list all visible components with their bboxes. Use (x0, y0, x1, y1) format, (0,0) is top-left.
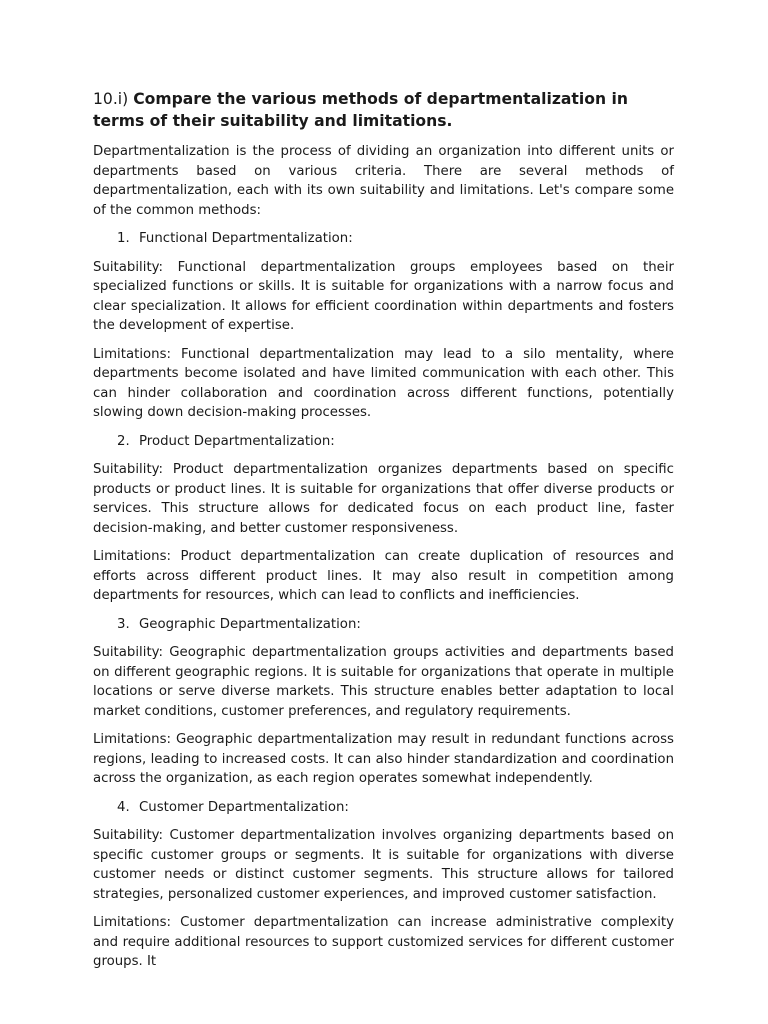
method-number: 1. (117, 231, 130, 246)
limitations-paragraph: Limitations: Customer departmentalization can increase administrative complexity and require additional resources to support customized services for different customer groups. It (93, 915, 674, 969)
method-item-functional (93, 229, 674, 423)
limitations-paragraph: Limitations: Product departmentalization can create duplication of resources and efforts across different product lines. It may also result in competition among departments for resources, which can lead to conflicts and inefficiencies. (93, 549, 674, 603)
intro-paragraph: Departmentalization is the process of dividing an organization into different units or departments based on various criteria. There are several methods of departmentalization, each with its own suitability and limitations. Let's compare some of the common methods: (93, 144, 674, 218)
method-heading (93, 615, 674, 635)
suitability-paragraph: Suitability: Geographic departmentalization groups activities and departments based on different geographic regions. It is suitable for organizations that operate in multiple locations or serve diverse markets. This structure enables better adaptation to local market conditions, customer preferences, and regulatory requirements. (93, 645, 674, 719)
method-heading (93, 432, 674, 452)
method-number: 2. (117, 433, 130, 449)
suitability-paragraph: Suitability: Functional departmentalization groups employees based on their specialized functions or skills. It is suitable for organizations with a narrow focus and clear specialization. It allows for efficient coordination within departments and fosters the development of expertise. (93, 259, 674, 333)
method-number: 3. (117, 616, 130, 632)
question-title: Compare the various methods of departmentalization in terms of their suitability and limitations. (93, 90, 628, 130)
method-item-geographic (93, 615, 674, 789)
method-title: Geographic Departmentalization: (139, 616, 361, 632)
limitations-paragraph: Limitations: Functional departmentalization may lead to a silo mentality, where departments become isolated and have limited communication with each other. This can hinder collaboration and coordination across different functions, potentially slowing down decision-making processes. (93, 346, 674, 420)
suitability-paragraph: Suitability: Product departmentalization organizes departments based on specific products or product lines. It is suitable for organizations that offer diverse products or services. This structure allows for dedicated focus on each product line, faster decision-making, and better customer responsiveness. (93, 462, 674, 536)
suitability-paragraph: Suitability: Customer departmentalization involves organizing departments based on specific customer groups or segments. It is suitable for organizations with diverse customer needs or distinct customer segments. This structure allows for tailored strategies, personalized customer experiences, and improved customer satisfaction. (93, 828, 674, 902)
limitations-paragraph: Limitations: Geographic departmentalization may result in redundant functions across regions, leading to increased costs. It can also hinder standardization and coordination across the organization, as each region operates somewhat independently. (93, 732, 674, 786)
method-number: 4. (117, 799, 130, 815)
method-heading (93, 229, 674, 249)
question-number: 10.i) (93, 90, 129, 108)
method-title: Functional Departmentalization: (139, 231, 353, 246)
method-item-product (93, 432, 674, 606)
method-title: Customer Departmentalization: (139, 799, 349, 815)
question-heading (93, 88, 674, 132)
method-heading (93, 798, 674, 818)
method-item-customer (93, 798, 674, 972)
method-title: Product Departmentalization: (139, 433, 335, 449)
method-list (93, 229, 674, 972)
